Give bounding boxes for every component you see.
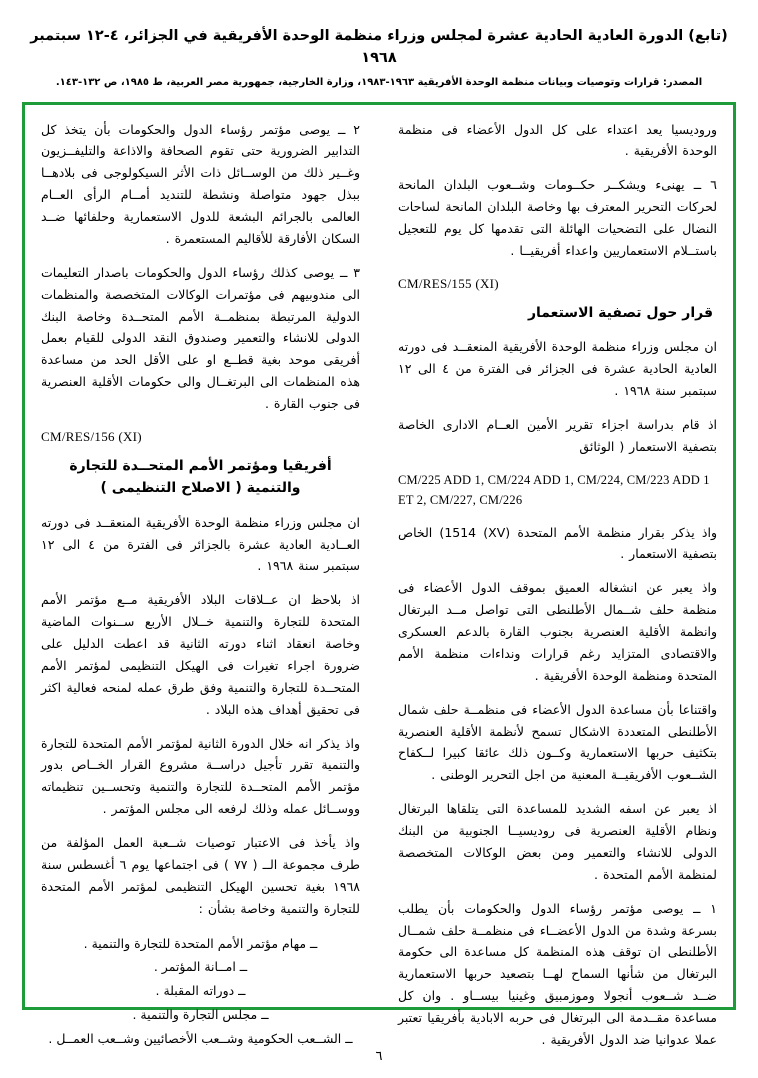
right-column (392, 119, 718, 1047)
paragraph: ١ ــ يوصى مؤتمر رؤساء الدول والحكومات بأن يطلب بسرعة وشدة من الدول الأعضــاء فى منظمــة حلف شمــال الأطلنطى ان توقف هذه المنظمة كل مساعدة الى حكومة البرتغال من شأنها السماح لهــا بتصعيد حربها الاستعمارية ضــد شــعوب أنجولا وموزمبيق وغينيا بيســاو . وان كل مساعدة مقــدمة الى البرتغال فى حربه الابادية بأفريقيا تعتبر عملا عدوانيا ضد الدول الأفريقية . (398, 900, 717, 1047)
list-item: ــ مهام مؤتمر الأمم المتحدة للتجارة والتنمية . (83, 935, 318, 951)
paragraph: وروديسيا يعد اعتداء على كل الدول الأعضاء فى منظمة الوحدة الأفريقية . (398, 121, 717, 159)
paragraph: واقتناعا بأن مساعدة الدول الأعضاء فى منظمــة حلف شمال الأطلنطى المتعددة الاشكال تسمح لأنظمة الأقلية العنصرية بتكثيف حربها الاستعمارية وكــون ذلك عائقا كبيرا لــكفاح الشــعوب الأفريقيــة المعنية من اجل التحرير الوطنى . (398, 701, 717, 783)
paragraph: واذ يعبر عن انشغاله العميق بموقف الدول الأعضاء فى منظمة حلف شــمال الأطلنطى التى تواصل مــد البرتغال وانظمة الأقلية العنصرية بجنوب القارة بالدعم العسكرى والاقتصادى المتزايد رغم قرارات ونداءات منظمة الأمم المتحدة ومنظمة الوحدة الأفريقية . (398, 580, 717, 683)
resolution-reference: CM/RES/156 (XI) (41, 428, 142, 444)
two-column-layout (41, 119, 718, 1047)
section-heading: أفريقيا ومؤتمر الأمم المتحــدة للتجارة والتنمية ( الاصلاح التنظيمى ) (69, 457, 332, 497)
page-number: ٦ (375, 1049, 383, 1064)
list-item: ــ دوراته المقبلة . (155, 983, 246, 999)
paragraph: واذ يأخذ فى الاعتبار توصيات شــعبة العمل المؤلفة من طرف مجموعة الــ ( ٧٧ ) فى اجتماعها يوم ٦ أغسطس سنة ١٩٦٨ بغية تحسين الهيكل التنظيمى لمؤتمر الأمم المتحدة للتجارة والتنمية وخاصة بشأن : (41, 835, 360, 916)
paragraph: ٦ ــ يهنىء ويشكــر حكــومات وشــعوب البلدان المانحة لحركات التحرير المعترف بها وخاصة البلدان المانحة لساحات النضال على التضحيات الهائلة التى تقدمها كل يوم للتعجيل باستــلام الاستعماريين واعداء أفريقيــا . (398, 177, 717, 258)
list-item: ــ مجلس التجارة والتنمية . (132, 1006, 269, 1022)
paragraph: ٢ ــ يوصى مؤتمر رؤساء الدول والحكومات بأن يتخذ كل التدابير الضرورية حتى تقوم الصحافة والاذاعة والتليفــزيون وغــير ذلك من الوســائل ذات الأثر السيكولوجى فى بلادهــا ببذل جهود متواصلة ونشطة للتنديد أمــام الرأى العــام العالمى بالجرائم البشعة للدول الاستعمارية وحلفائها ضــد السكان الأفارقة للأقاليم المستعمرة . (41, 121, 360, 246)
content-frame (22, 102, 736, 1047)
list-item: ــ امــانة المؤتمر . (153, 959, 248, 975)
paragraph: ان مجلس وزراء منظمة الوحدة الأفريقية المنعقــد فى دورته العــادية العادية عشرة بالجزائر فى الفترة من ٤ الى ١٢ سبتمبر سنة ١٩٦٨ . (41, 514, 360, 574)
section-heading: قرار حول تصفية الاستعمار (527, 304, 713, 321)
list-item: ــ الشــعب الحكومية وشــعب الأخصائيين وشــعب العمــل . (48, 1030, 353, 1046)
left-column (41, 119, 366, 1046)
paragraph: ٣ ــ يوصى كذلك رؤساء الدول والحكومات باصدار التعليمات الى مندوبيهم فى مؤتمرات الوكالات المتخصصة والمنظمات الدولية المرتبطة بمنظمــة الأمم المتحــدة وخاصة البنك الدولى للانشاء والتعمير وصندوق النقد الدولى للقيام بعمل أفريقى موحد بغية قطــع او على الأقل الحد من مساعدة هذه المنظمات الى البرتغــال والى حكومات الأقلية العنصرية فى جنوب القارة . (41, 264, 360, 411)
paragraph: اذ يعبر عن اسفه الشديد للمساعدة التى يتلقاها البرتغال ونظام الأقلية العنصرية فى روديسيــا الجنوبية من البنك الدولى للانشاء والتعمير ومن بعض الوكالات المتخصصة لمنظمة الأمم المتحدة . (398, 801, 717, 882)
page-title: (تابع) الدورة العادية الحادية عشرة لمجلس وزراء منظمة الوحدة الأفريقية في الجزائر، ٤-١٢ سبتمبر ١٩٦٨ (30, 28, 728, 66)
resolution-reference: CM/RES/155 (XI) (398, 275, 499, 291)
document-codes: CM/225 ADD 1, CM/224 ADD 1, CM/224, CM/223 ADD 1 ET 2, CM/227, CM/226 (398, 472, 710, 507)
bulleted-list (41, 932, 360, 1051)
paragraph: اذ قام بدراسة اجزاء تقرير الأمين العــام الادارى الخاصة بتصفية الاستعمار ( الوثائق (398, 416, 717, 454)
paragraph: ان مجلس وزراء منظمة الوحدة الأفريقية المنعقــد فى دورته العادية الحادية عشرة فى الجزائر فى الفترة من ٤ الى ١٢ سبتمبر سنة ١٩٦٨ . (398, 339, 717, 398)
paragraph: واذ يذكر انه خلال الدورة الثانية لمؤتمر الأمم المتحدة للتجارة والتنمية تقرر تأجيل دراســة مشروع القرار الخــاص بدور مؤتمر الأمم المتحــدة للتجارة والتنمية وتحســين تنظيماته ووســائل عمله وذلك لرفعه الى مجلس المؤتمر . (41, 735, 360, 817)
paragraph: اذ بلاحظ ان عــلاقات البلاد الأفريقية مــع مؤتمر الأمم المتحدة للتجارة والتنمية خــلال الأربع ســنوات الماضية وخاصة انعقاد اثناء دورته الثانية قد اعطت الدليل على ضرورة اجراء تغيرات فى الهيكل التنظيمى لمؤتمر الأمم المتحــدة للتجارة والتنمية وفق طرق عمله لمنحه فعالية اكثر فى تحقيق أهداف هذه البلاد . (41, 592, 360, 717)
paragraph: واذ يذكر بقرار منظمة الأمم المتحدة (XV) 1514) الخاص بتصفية الاستعمار . (398, 524, 718, 562)
document-source-line: المصدر: قرارات وتوصيات وبيانات منظمة الوحدة الأفريقية ١٩٦٣-١٩٨٣، وزارة الخارجية، جمهورية مصر العربية، ط ١٩٨٥، ص ١٣٢-١٤٣. (55, 76, 703, 88)
